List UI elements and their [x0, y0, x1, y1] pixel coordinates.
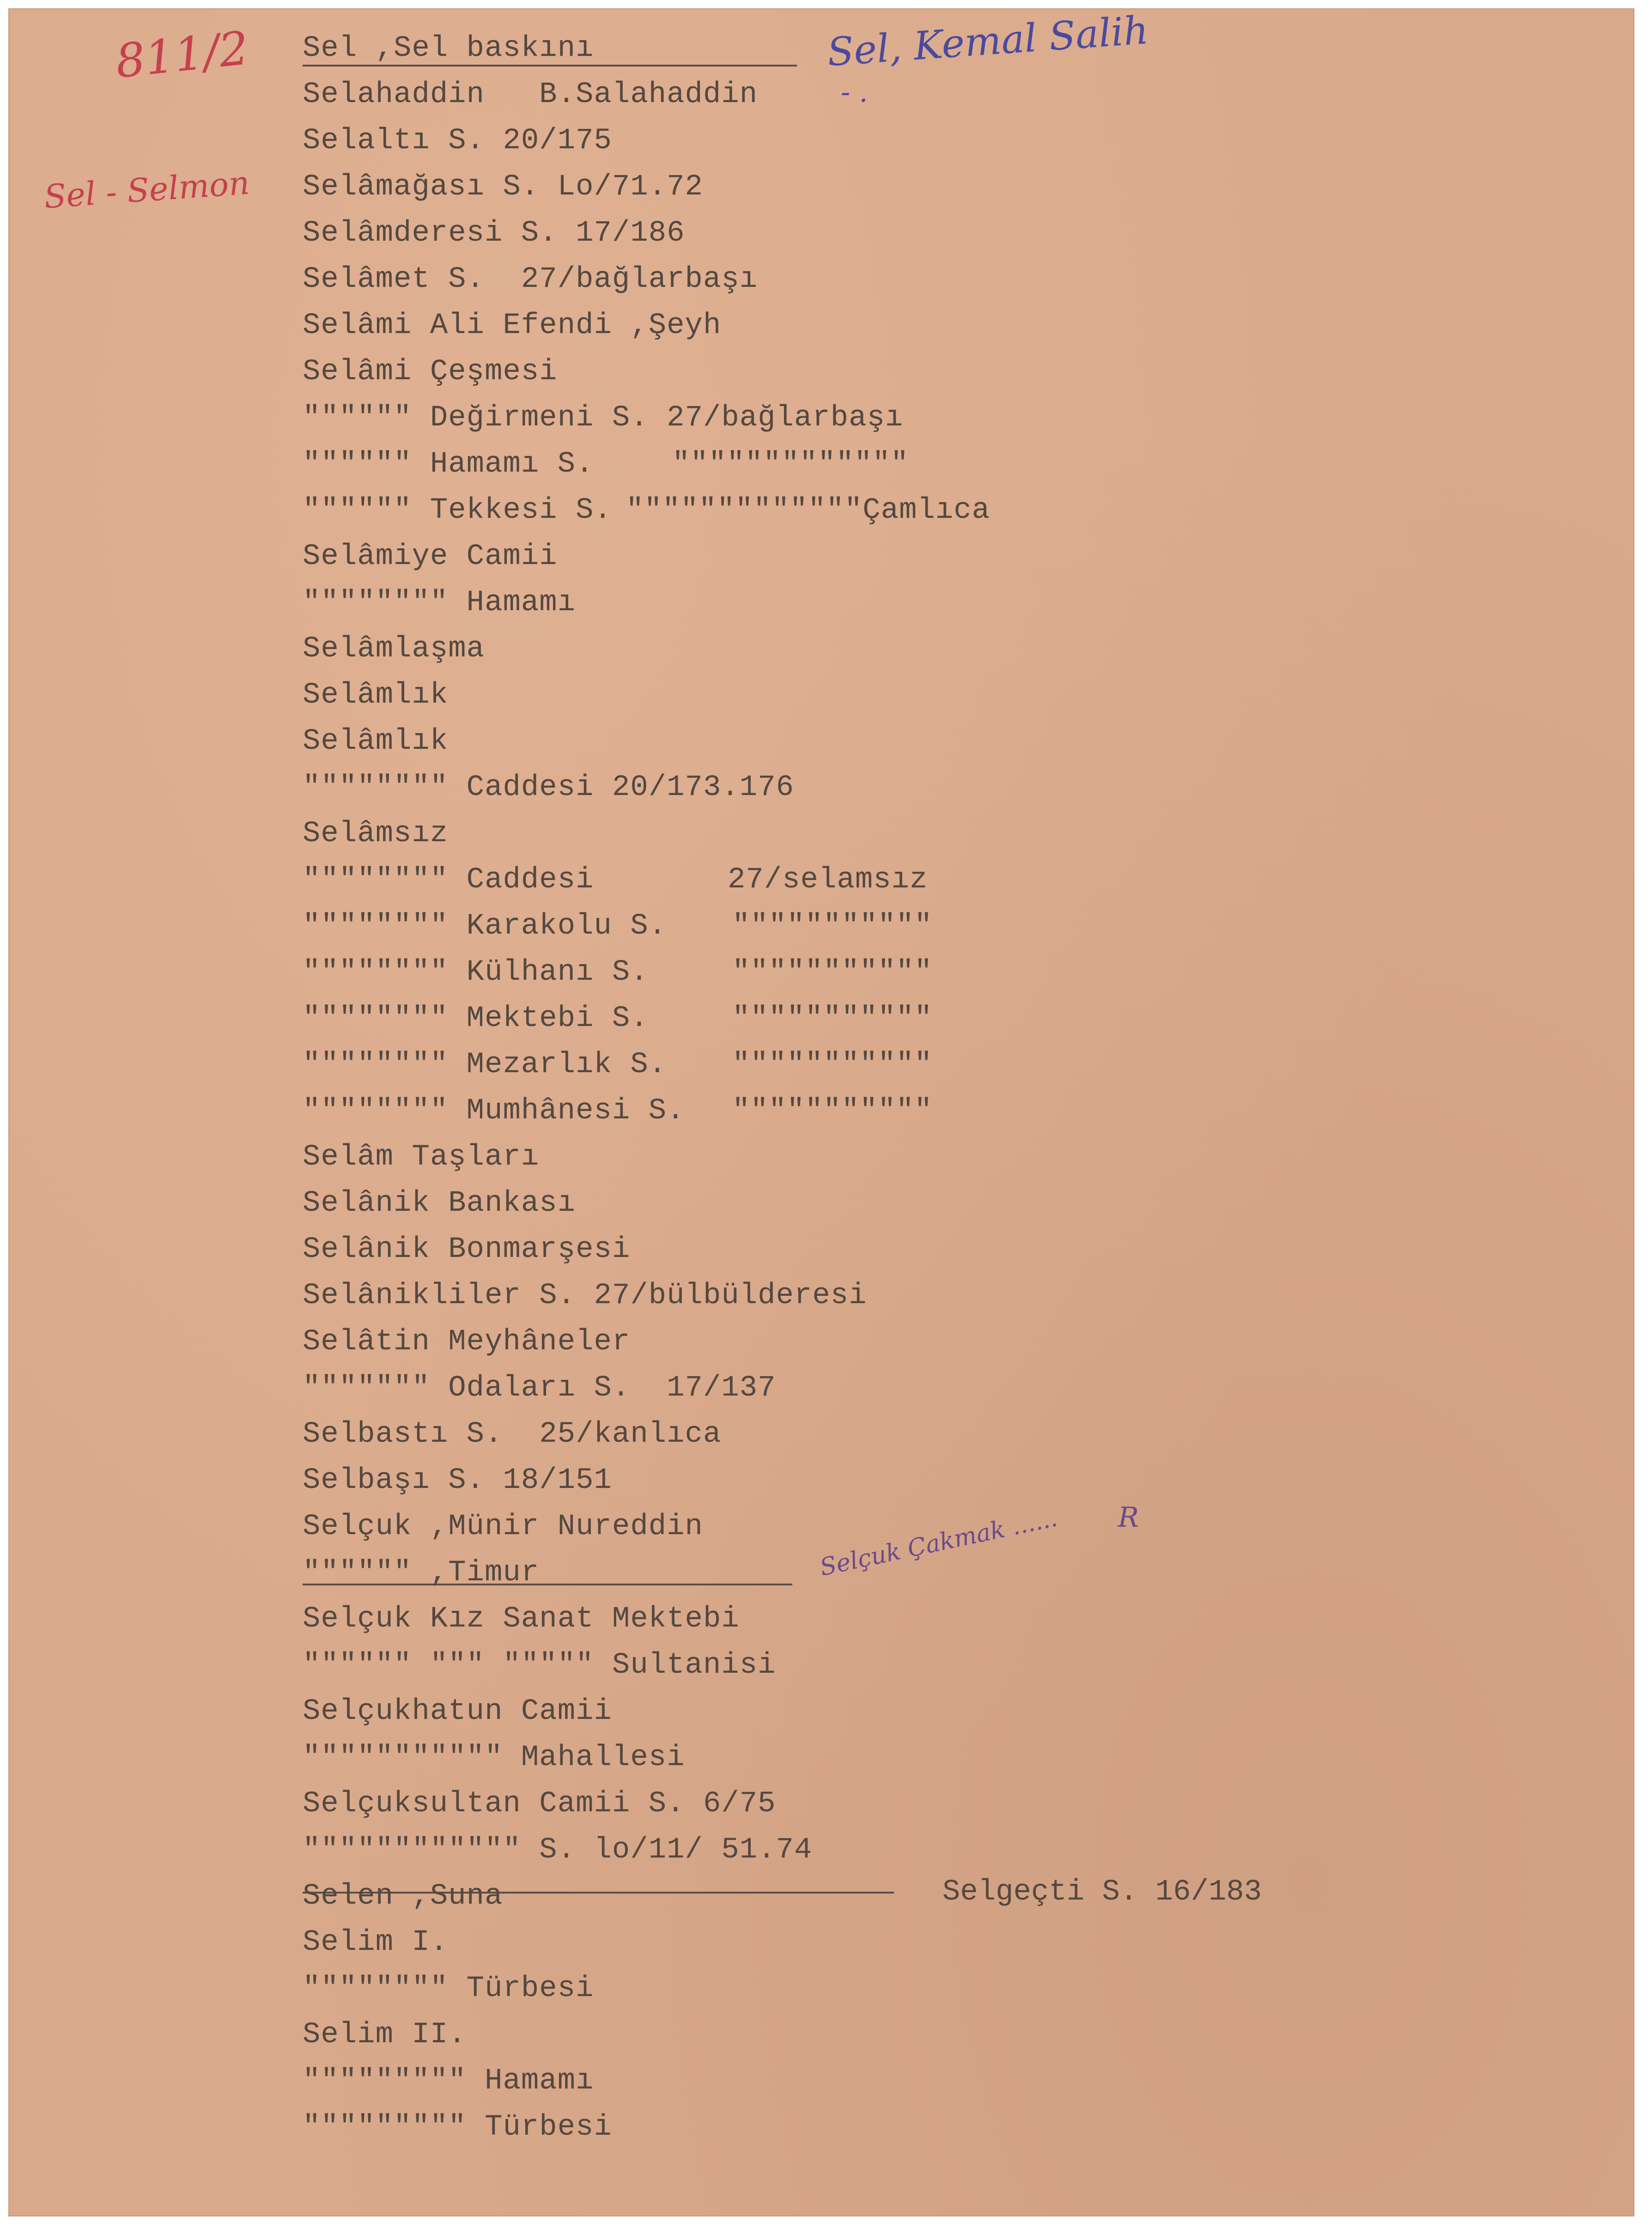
entry-text: Selâmlaşma	[303, 632, 485, 666]
entry-line	[303, 1550, 539, 1596]
entry-text: """""""""""" S. lo/11/ 51.74	[303, 1833, 813, 1867]
entry-text: Selânik Bankası	[303, 1187, 576, 1220]
entry-text: """""" ,Timur	[303, 1556, 540, 1590]
entry-line	[303, 164, 703, 210]
entry-text: Selâtin Meyhâneler	[303, 1325, 631, 1359]
entry-reference: """""""""""	[732, 1094, 933, 1128]
entry-reference: """""""""""	[732, 1002, 933, 1035]
entry-text: Selahaddin B.Salahaddin	[303, 78, 758, 111]
entry-line	[303, 1134, 539, 1180]
entry-line	[303, 1226, 630, 1273]
entry-text: """"""" Odaları S. 17/137	[303, 1372, 776, 1405]
entry-line	[303, 2058, 594, 2104]
entry-line	[303, 1827, 812, 1873]
entry-line	[303, 118, 612, 164]
entry-text: Selâmsız	[303, 817, 449, 850]
entry-line	[303, 1919, 448, 1966]
entry-text: Selçuk Kız Sanat Mektebi	[303, 1603, 740, 1636]
entry-text: """""""" Külhanı S.	[303, 956, 649, 989]
entry-text: Selbaşı S. 18/151	[303, 1464, 612, 1497]
entry-line	[303, 765, 794, 811]
entry-line	[303, 395, 903, 441]
entry-text: """"""""""" Mahallesi	[303, 1741, 685, 1774]
entry-line	[303, 1504, 703, 1550]
entry-line	[303, 210, 685, 256]
entry-text: """""""" Mezarlık S.	[303, 1048, 667, 1081]
entry-text: """""""" Caddesi 20/173.176	[303, 771, 794, 804]
entry-line	[303, 487, 990, 534]
entry-text: Selen ,Suna	[303, 1880, 503, 1913]
top-right-dash: - .	[841, 76, 868, 109]
entry-reference: """""""""""	[732, 910, 933, 943]
entry-line	[303, 1735, 685, 1781]
selcuk-note-mark: R	[1118, 1501, 1139, 1534]
entry-reference: """""""""""	[732, 1048, 933, 1081]
entry-text: Selâmet S. 27/bağlarbaşı	[303, 263, 758, 296]
side-entry-selgecti: Selgeçti S. 16/183	[942, 1876, 1262, 1909]
entry-text: """""""" Mektebi S.	[303, 1002, 649, 1035]
entry-text: """""""" Hamamı	[303, 586, 576, 619]
entry-text: Selâm Taşları	[303, 1141, 540, 1174]
entry-line	[303, 2012, 467, 2058]
entry-text: Sel ,Sel baskını	[303, 32, 594, 65]
entry-line	[303, 2104, 612, 2150]
entry-text: Selânik Bonmarşesi	[303, 1233, 631, 1266]
entry-line	[303, 580, 576, 626]
archive-code-note: 811/2	[113, 21, 251, 89]
entry-text: """""""" Mumhânesi S.	[303, 1094, 685, 1128]
entry-text: """"""""" Hamamı	[303, 2064, 594, 2098]
entry-line	[303, 1180, 576, 1226]
entry-text: Selâmderesi S. 17/186	[303, 217, 685, 250]
entry-text: Selim I.	[303, 1926, 449, 1959]
entry-text: """""" """ """"" Sultanisi	[303, 1649, 776, 1682]
entry-text: """"""""" Türbesi	[303, 2111, 612, 2144]
entry-line	[303, 441, 909, 487]
entry-line	[303, 1365, 776, 1411]
entry-reference: """""""""""	[732, 956, 933, 989]
entry-line	[303, 1411, 721, 1457]
entry-text: Selaltı S. 20/175	[303, 124, 612, 158]
entry-reference: """""""""""""	[672, 448, 909, 481]
top-right-note: Sel, Kemal Salih	[826, 7, 1150, 75]
entry-line	[303, 1088, 933, 1134]
entry-reference: 27/selamsız	[728, 863, 928, 897]
entry-line	[303, 303, 721, 349]
entry-text: Selâmiye Camii	[303, 540, 558, 573]
entry-text: """""""" Karakolu S.	[303, 910, 667, 943]
entry-text: Selânikliler S. 27/bülbülderesi	[303, 1279, 867, 1312]
entry-text: """""" Hamamı S.	[303, 448, 594, 481]
entry-text: Selçuksultan Camii S. 6/75	[303, 1787, 776, 1821]
entry-line	[303, 626, 485, 672]
entry-text: Selçukhatun Camii	[303, 1695, 612, 1728]
entry-line	[303, 811, 448, 857]
entry-text: Selim II.	[303, 2018, 467, 2052]
entry-line	[303, 534, 558, 580]
margin-note: Sel - Selmon	[43, 164, 251, 216]
entry-line	[303, 1873, 503, 1919]
entry-line	[303, 718, 448, 765]
entry-text: Selâmlık	[303, 725, 449, 758]
entry-line	[303, 996, 933, 1042]
entry-line	[303, 672, 448, 718]
entry-line	[303, 1642, 776, 1688]
entry-text: Selâmağası S. Lo/71.72	[303, 170, 703, 204]
entry-line	[303, 1966, 594, 2012]
entry-line	[303, 1596, 740, 1642]
entry-line	[303, 1781, 776, 1827]
entry-text: Selbastı S. 25/kanlıca	[303, 1418, 722, 1451]
entry-text: Selçuk ,Münir Nureddin	[303, 1510, 703, 1543]
entry-reference: """""""""""""Çamlıca	[626, 494, 990, 527]
entry-line	[303, 949, 933, 996]
entry-line	[303, 857, 928, 903]
entry-line	[303, 72, 758, 118]
entry-text: """""" Tekkesi S.	[303, 494, 612, 527]
entry-line	[303, 349, 558, 395]
entry-line	[303, 1457, 612, 1504]
entry-line	[303, 1688, 612, 1735]
entry-line	[303, 1319, 630, 1365]
entry-line	[303, 903, 933, 949]
entry-text: """""" Değirmeni S. 27/bağlarbaşı	[303, 401, 904, 435]
entry-text: Selâmlık	[303, 679, 449, 712]
entry-line	[303, 256, 758, 303]
selcuk-note: Selçuk Çakmak ......	[817, 1504, 1060, 1582]
entry-text: Selâmi Çeşmesi	[303, 355, 558, 389]
entry-line	[303, 25, 594, 72]
entry-text: Selâmi Ali Efendi ,Şeyh	[303, 309, 722, 342]
entry-text: """""""" Caddesi	[303, 863, 594, 897]
entry-line	[303, 1042, 933, 1088]
entry-line	[303, 1273, 867, 1319]
entry-text: """""""" Türbesi	[303, 1972, 594, 2005]
